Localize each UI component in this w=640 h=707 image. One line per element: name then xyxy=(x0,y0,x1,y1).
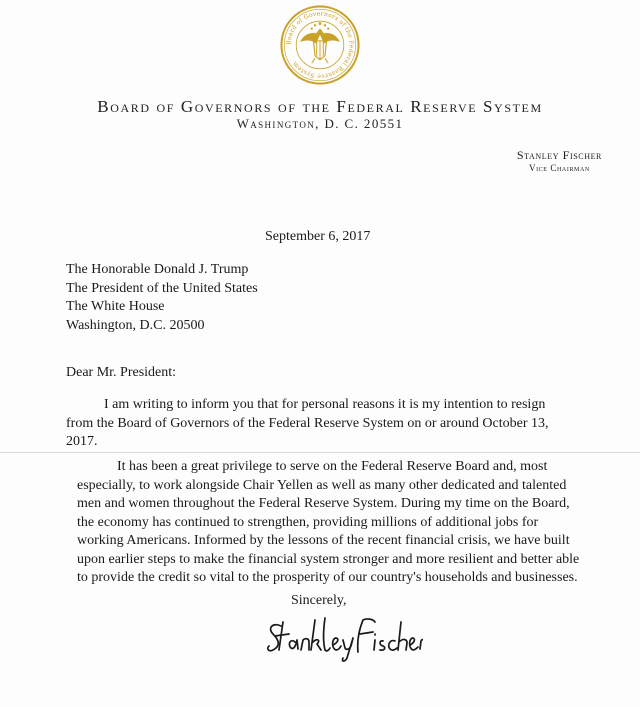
recipient-line: The Honorable Donald J. Trump xyxy=(66,262,249,277)
paragraph-line: to provide the credit so vital to the prosperity of our country's households and businesses. xyxy=(77,570,578,585)
paragraph-resignation xyxy=(66,396,548,452)
recipient-line: Washington, D.C. 20500 xyxy=(66,317,205,333)
recipient-address xyxy=(66,261,258,335)
closing: Sincerely, xyxy=(291,593,347,608)
paragraph-line: especially, to work alongside Chair Yellen as well as many other dedicated and talented xyxy=(77,477,567,493)
fold-line xyxy=(0,452,640,453)
paragraph-line: from the Board of Governors of the Federal Reserve System on or around October 13, xyxy=(66,415,549,431)
paragraph-line: I am writing to inform you that for personal reasons it is my intention to resign xyxy=(104,397,546,412)
recipient-line: The President of the United States xyxy=(66,280,258,296)
letterhead-organization: Board of Governors of the Federal Reserve System xyxy=(97,97,543,116)
paragraph-line: men and women throughout the Federal Reserve System. During my time on the Board, xyxy=(77,496,570,511)
handwritten-signature xyxy=(263,612,423,662)
sender-name: Stanley Fischer xyxy=(516,148,602,162)
recipient-line: The White House xyxy=(66,299,165,314)
paragraph-privilege xyxy=(77,458,579,588)
letterhead-location: Washington, D. C. 20551 xyxy=(236,116,404,131)
paragraph-line: It has been a great privilege to serve on the Federal Reserve Board and, most xyxy=(117,459,548,474)
paragraph-line: working Americans. Informed by the lessons of the recent financial crisis, we have built xyxy=(77,533,570,548)
paragraph-line: the economy has continued to strengthen, providing millions of additional jobs for xyxy=(77,514,539,530)
salutation: Dear Mr. President: xyxy=(66,365,177,380)
sender-block xyxy=(517,148,602,173)
sender-title: Vice Chairman xyxy=(528,163,590,173)
paragraph-line: 2017. xyxy=(66,434,98,449)
federal-reserve-seal xyxy=(279,4,361,86)
paragraph-line: upon earlier steps to make the financial system stronger and more resilient and better able xyxy=(77,551,580,567)
svg-text:Board of Governors of the Fede: Board of Governors of the Federal Reserve System xyxy=(285,10,355,80)
letter-date: September 6, 2017 xyxy=(265,229,371,244)
